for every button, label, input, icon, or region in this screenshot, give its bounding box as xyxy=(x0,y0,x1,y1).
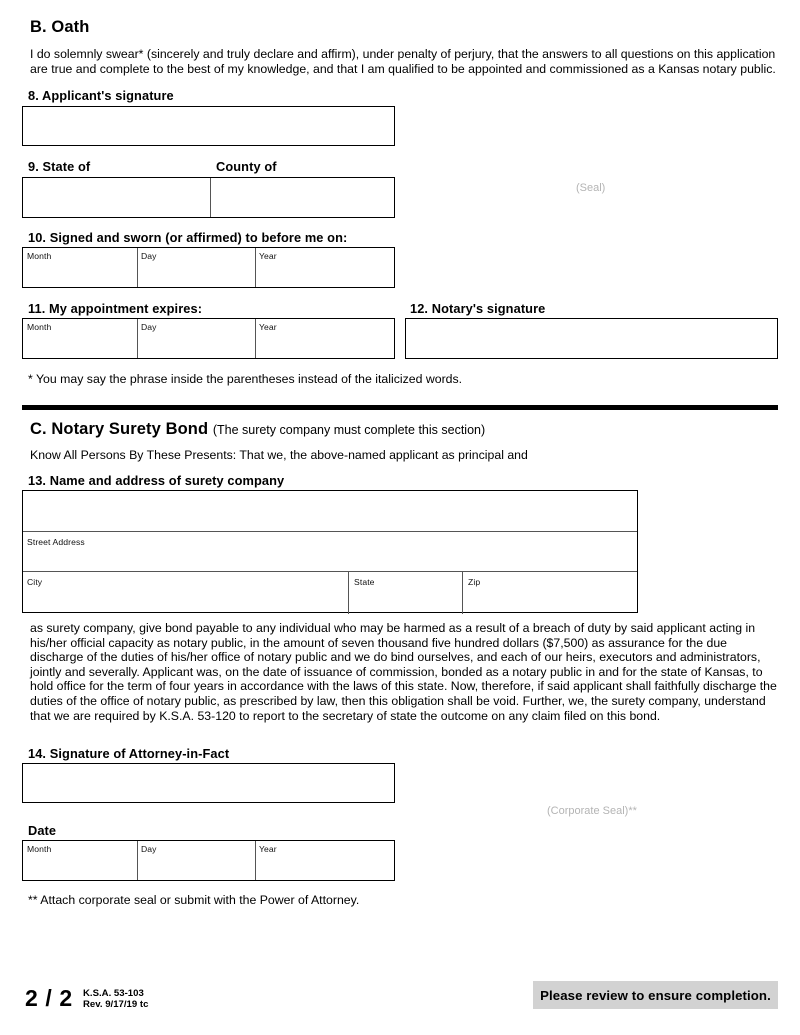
item-12-label: 12. Notary's signature xyxy=(410,301,546,316)
item-10-label: 10. Signed and sworn (or affirmed) to before me on: xyxy=(28,230,348,245)
section-c-title: C. Notary Surety Bond xyxy=(30,420,209,438)
street-address-caption: Street Address xyxy=(27,537,85,547)
attorney-in-fact-signature-field[interactable] xyxy=(22,763,395,803)
form-reference xyxy=(83,988,148,1010)
seal-placeholder: (Seal) xyxy=(576,182,606,194)
attorney-date-field-group[interactable] xyxy=(22,840,395,881)
notary-signature-field[interactable] xyxy=(405,318,778,359)
expires-month-caption: Month xyxy=(27,322,52,332)
date-month-day-divider xyxy=(137,841,138,880)
city-caption: City xyxy=(27,577,43,587)
date-label: Date xyxy=(28,823,57,838)
zip-caption: Zip xyxy=(468,577,481,587)
section-c-note: (The surety company must complete this section) xyxy=(212,423,486,437)
date-month-caption: Month xyxy=(27,844,52,854)
city-state-divider xyxy=(348,571,349,614)
section-b-footnote: * You may say the phrase inside the parentheses instead of the italicized words. xyxy=(28,372,463,386)
item-9-county-label: County of xyxy=(216,159,277,174)
sworn-month-day-divider xyxy=(137,248,138,287)
sworn-date-field-group[interactable] xyxy=(22,247,395,288)
date-year-caption: Year xyxy=(259,844,277,854)
appointment-expires-field-group[interactable] xyxy=(22,318,395,359)
street-city-divider xyxy=(23,571,637,572)
sworn-month-caption: Month xyxy=(27,251,52,261)
expires-year-caption: Year xyxy=(259,322,277,332)
item-13-label: 13. Name and address of surety company xyxy=(28,473,285,488)
section-c-footnote: ** Attach corporate seal or submit with the Power of Attorney. xyxy=(28,893,360,907)
form-revision: Rev. 9/17/19 tc xyxy=(83,999,149,1010)
expires-day-caption: Day xyxy=(141,322,157,332)
state-zip-divider xyxy=(462,571,463,614)
section-b-title: B. Oath xyxy=(30,18,90,36)
sworn-day-caption: Day xyxy=(141,251,157,261)
bond-paragraph: as surety company, give bond payable to any individual who may be harmed as a result of a breach of duty by said applicant acting in his/her official capacity as notary public, in the amount of seven thousand five hundred dollars ($7,500) as assurance for the due discharge of the duties of his/her office of notary public and we do bind ourselves, and each of our heirs, executors and administrators, jointly and severally. Applicant was, on the date of issuance of commission, bonded as a notary public in and for the state of Kansas, to hold office for the term of four years in accordance with the laws of this state. Now, therefore, if said applicant shall faithfully discharge the duties of the office of notary public, as prescribed by law, then this obligation shall be void. Further, we, the surety company, understand that we are required by K.S.A. 53-120 to report to the secretary of state the outcome on any claim filed on this bond. xyxy=(30,621,777,723)
item-14-label: 14. Signature of Attorney-in-Fact xyxy=(28,746,230,761)
applicant-signature-field[interactable] xyxy=(22,106,395,146)
item-9-label: 9. State of xyxy=(28,159,91,174)
sworn-year-caption: Year xyxy=(259,251,277,261)
state-county-field-group[interactable] xyxy=(22,177,395,218)
expires-day-year-divider xyxy=(255,319,256,358)
name-street-divider xyxy=(23,531,637,532)
corporate-seal-placeholder: (Corporate Seal)** xyxy=(547,805,637,817)
oath-paragraph: I do solemnly swear* (sincerely and truly declare and affirm), under penalty of perjury, that the answers to all questions on this application are true and complete to the best of my knowledge, and that I am qualified to be appointed and commissioned as a Kansas notary public. xyxy=(30,47,776,76)
date-day-caption: Day xyxy=(141,844,157,854)
section-b-heading xyxy=(30,18,89,37)
review-notice-text: Please review to ensure completion. xyxy=(540,987,771,1003)
expires-month-day-divider xyxy=(137,319,138,358)
review-notice-banner xyxy=(533,981,778,1009)
state-caption: State xyxy=(354,577,375,587)
date-day-year-divider xyxy=(255,841,256,880)
state-county-divider xyxy=(210,178,211,217)
section-c-heading xyxy=(30,420,485,439)
section-divider xyxy=(22,405,778,410)
item-8-label: 8. Applicant's signature xyxy=(28,88,174,103)
surety-company-address-block[interactable] xyxy=(22,490,638,613)
item-11-label: 11. My appointment expires: xyxy=(28,301,203,316)
page-number: 2 / 2 xyxy=(25,985,73,1011)
sworn-day-year-divider xyxy=(255,248,256,287)
form-statute: K.S.A. 53-103 xyxy=(83,988,144,999)
surety-intro-paragraph: Know All Persons By These Presents: That we, the above-named applicant as principal and xyxy=(30,448,528,462)
